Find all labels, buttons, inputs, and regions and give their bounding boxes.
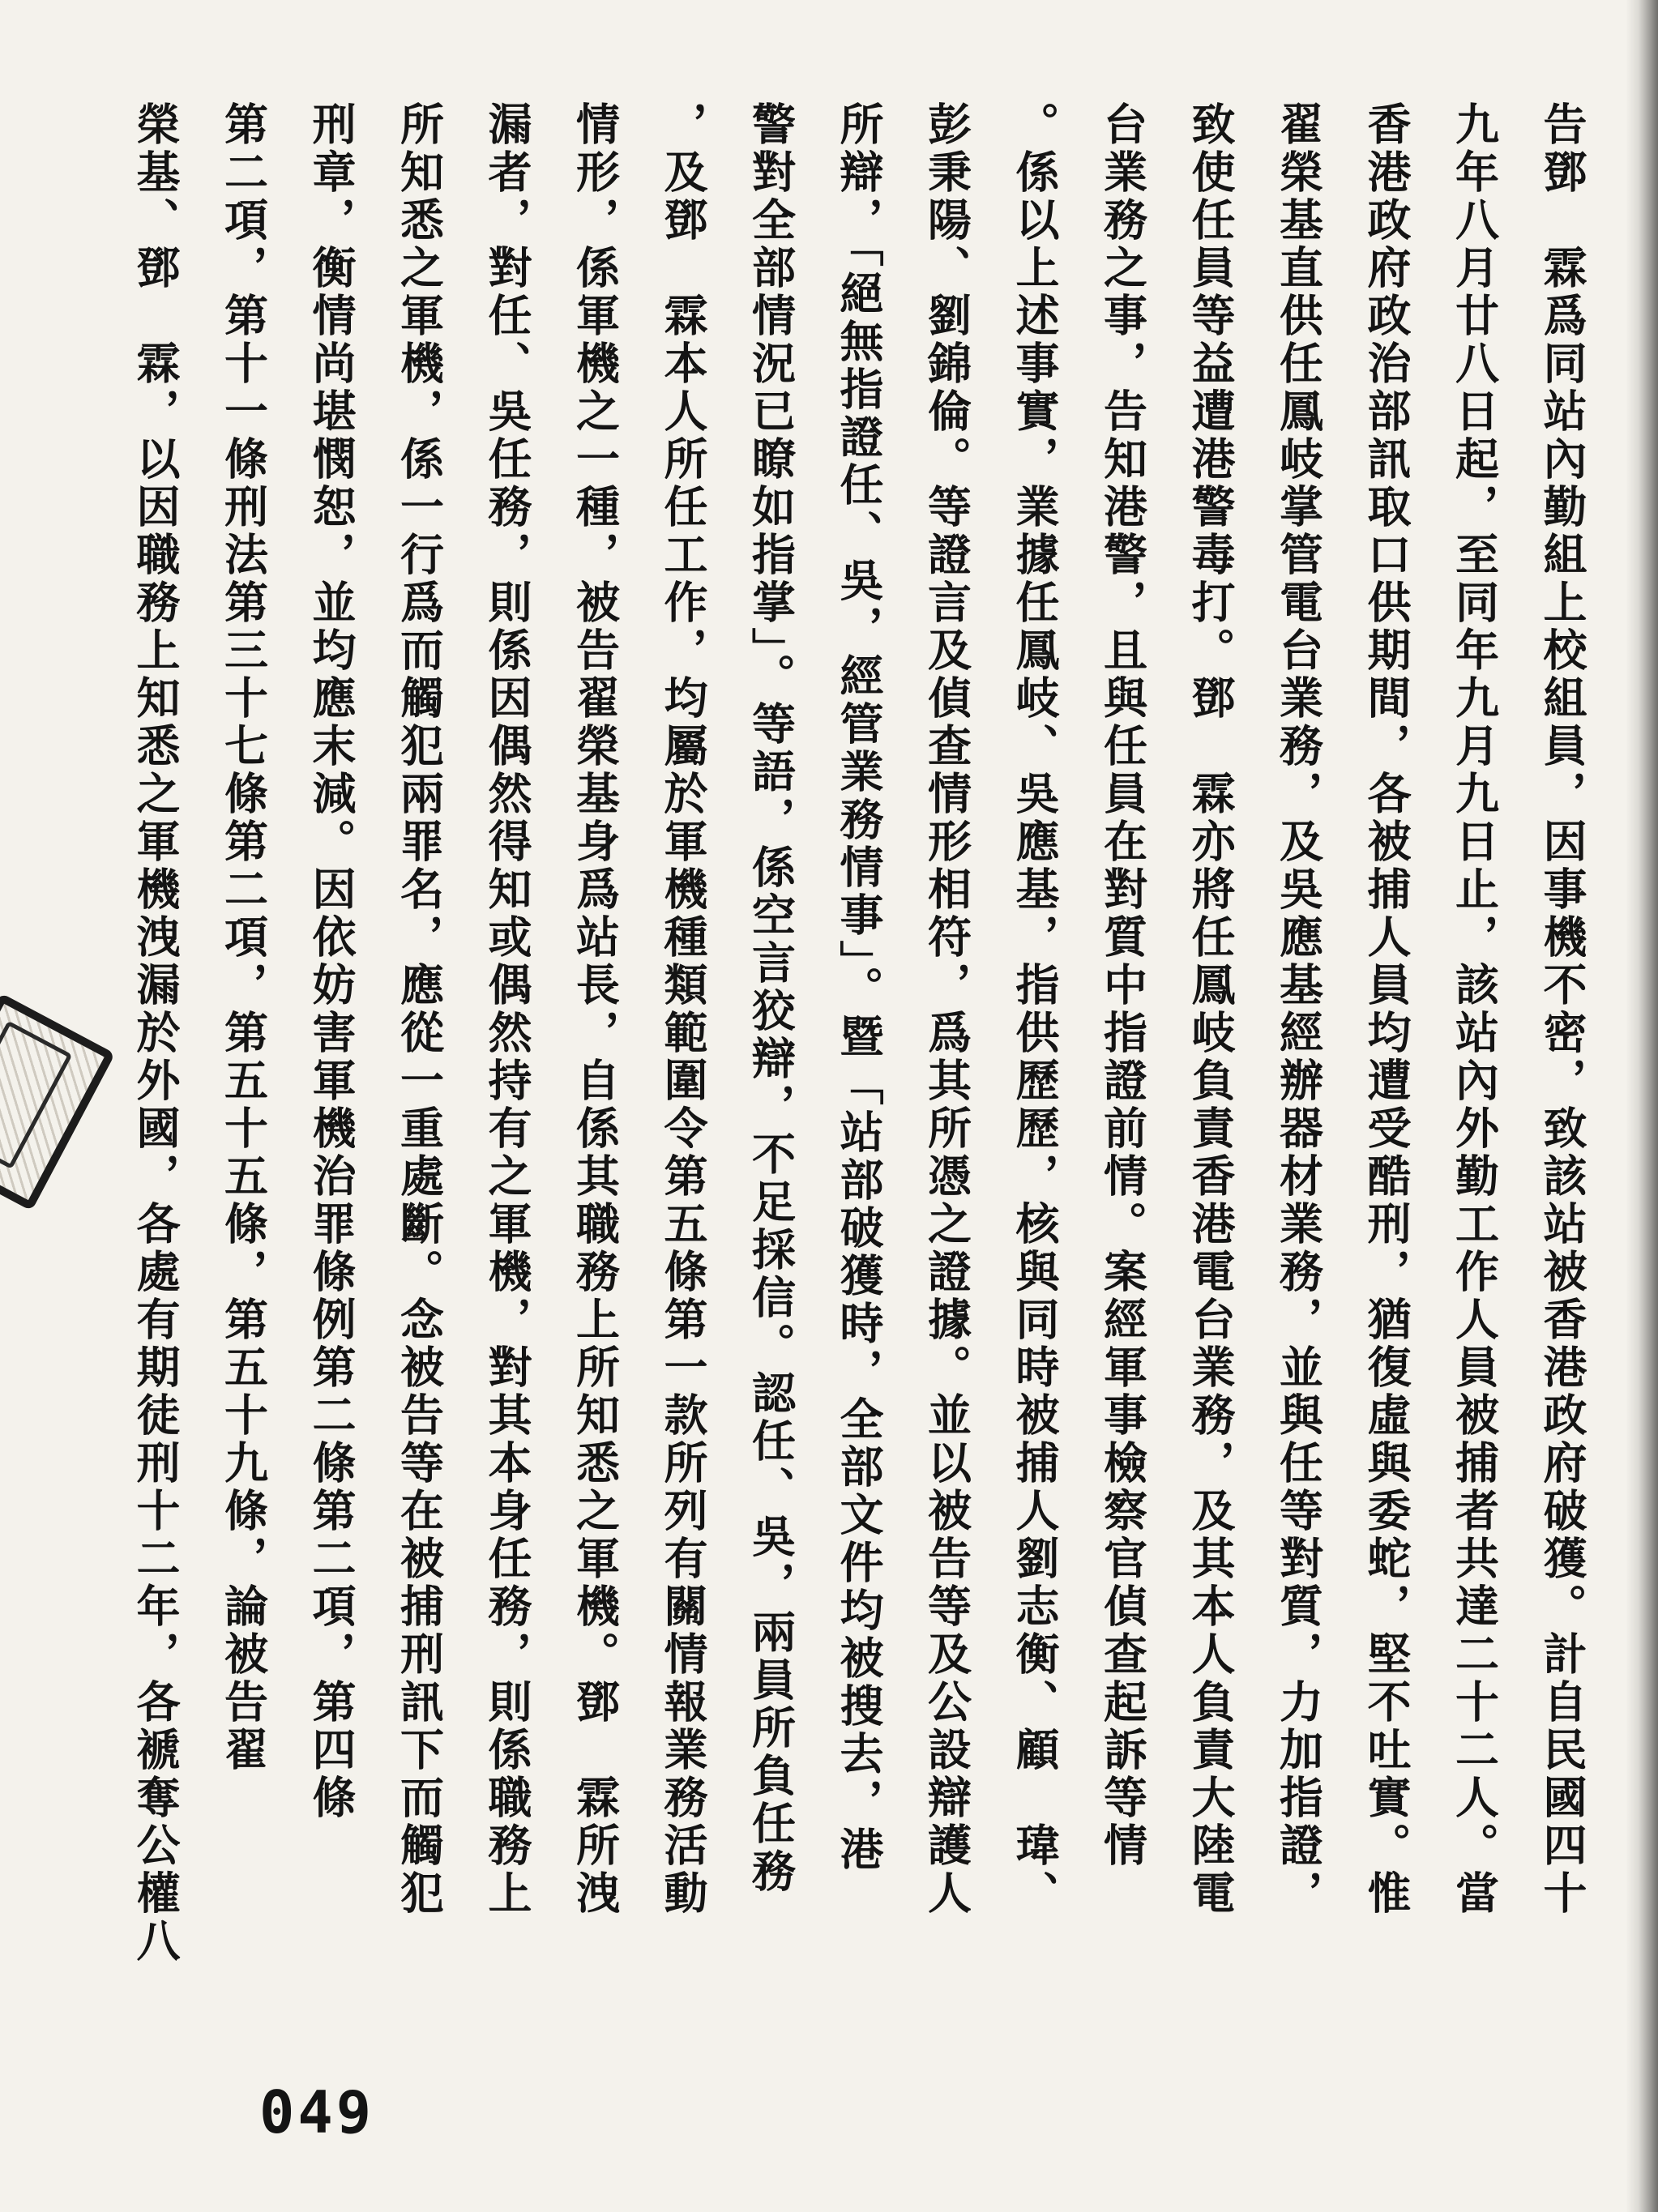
seal-stamp (0, 993, 115, 1211)
text-column: 漏者，對任、吳任務，則係因偶然得知或偶然持有之軍機，對其本身任務，則係職務上 (481, 101, 533, 1918)
text-column: 警對全部情況已瞭如指掌」。等語，係空言狡辯，不足採信。認任、吳，兩員所負任務 (745, 101, 797, 1896)
text-column: 九年八月廿八日起，至同年九月九日止，該站內外勤工作人員被捕者共達二十二人。當 (1448, 101, 1501, 1918)
text-column: 致使任員等益遭港警毒打。鄧 霖亦將任鳳岐負責香港電台業務，及其本人負責大陸電 (1185, 101, 1237, 1918)
text-column: 榮基、鄧 霖，以因職務上知悉之軍機洩漏於外國，各處有期徒刑十二年，各褫奪公權八 (130, 101, 182, 1966)
text-column: 翟榮基直供任鳳岐掌管電台業務，及吳應基經辦器材業務，並與任等對質，力加指證， (1272, 101, 1325, 1918)
page-number: 049 (259, 2078, 375, 2146)
text-column: 告鄧 霖爲同站內勤組上校組員，因事機不密，致該站被香港政府破獲。計自民國四十 (1536, 101, 1588, 1918)
text-column: 刑章，衡情尚堪憫恕，並均應末減。因依妨害軍機治罪條例第二條第二項，第四條 (306, 101, 357, 1822)
seal-stamp-inner (0, 1021, 72, 1170)
page-edge-shadow (1626, 0, 1658, 2212)
text-column: 所辯，「絕無指證任、吳，經管業務情事」。暨「站部破獲時，全部文件均被搜去，港 (833, 101, 885, 1874)
text-column: 所知悉之軍機，係一行爲而觸犯兩罪名，應從一重處斷。念被告等在被捕刑訊下而觸犯 (393, 101, 446, 1918)
text-column: 第二項，第十一條刑法第三十七條第二項，第五十五條，第五十九條，論被告翟 (217, 101, 270, 1774)
text-column: 台業務之事，告知港警，且與任員在對質中指證前情。案經軍事檢察官偵查起訴等情 (1096, 101, 1149, 1870)
vertical-text-block (130, 101, 1588, 2005)
text-column: 彭秉陽、劉錦倫。等證言及偵查情形相符，爲其所憑之證據。並以被告等及公設辯護人 (921, 101, 973, 1918)
text-column: 。係以上述事實，業據任鳳岐、吳應基，指供歷歷，核與同時被捕人劉志衡、顧 瑋、 (1009, 101, 1061, 1918)
text-column: 情形，係軍機之一種，被告翟榮基身爲站長，自係其職務上所知悉之軍機。鄧 霖所洩 (569, 101, 622, 1918)
text-column: 香港政府政治部訊取口供期間，各被捕人員均遭受酷刑，猶復虛與委蛇，堅不吐實。惟 (1361, 101, 1412, 1918)
text-column: ，及鄧 霖本人所任工作，均屬於軍機種類範圍令第五條第一款所列有關情報業務活動 (657, 101, 709, 1918)
